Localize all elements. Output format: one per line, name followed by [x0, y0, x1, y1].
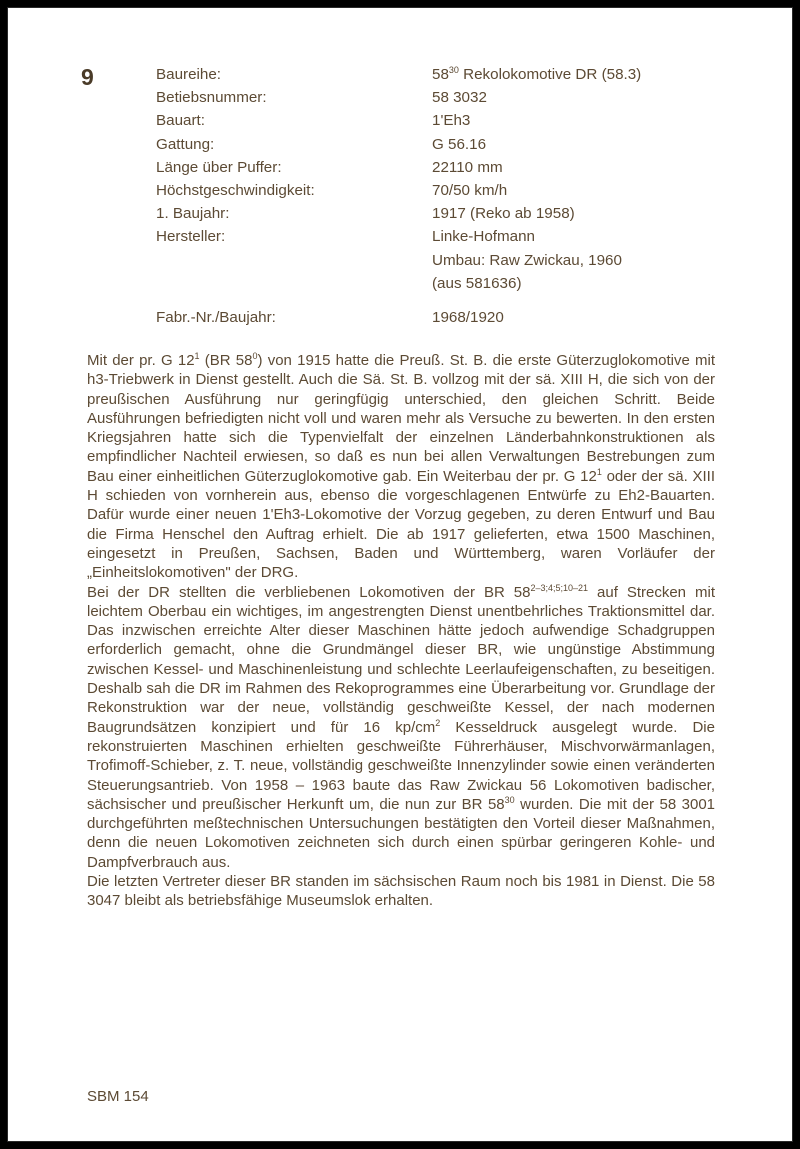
- spec-row-hersteller: [156, 225, 746, 248]
- spec-label: Länge über Puffer:: [156, 158, 282, 176]
- spec-value: 22110 mm: [432, 158, 503, 176]
- spec-row-umbau: [156, 249, 746, 272]
- text-run: wurden. Die mit der 58 3001 durchgeführten meßtechnischen Untersuchungen bestätigten den Vorteil dieser Maßnahmen, denn die neuen Lokomotiven zeichneten sich durch einen spürbar geringeren Kohle- und Dampfverbrauch aus.: [87, 795, 715, 871]
- text-run: (BR 58: [199, 352, 253, 369]
- superscript: 30: [504, 794, 515, 805]
- spec-label: [156, 249, 432, 272]
- spec-value: [432, 63, 746, 86]
- spec-label: Bauart:: [156, 112, 205, 130]
- spec-label: Fabr.-Nr./Baujahr:: [156, 309, 276, 327]
- spec-row-gattung: [156, 133, 746, 156]
- text-run: Bei der DR stellten die verbliebenen Lokomotiven der BR 58: [87, 583, 531, 601]
- series-code: SBM 154: [87, 1088, 149, 1105]
- spec-row-bauart: [156, 109, 746, 132]
- text-run: Kesseldruck ausgelegt wurde. Die rekonstruierten Maschinen erhielten geschweißte Führerhäuser, Mischvorwärmanlagen, Trofimoff-Schieber, z. T. neue, vollständig geschweißte Innenzylinder sowie einen veränderten Steuerungsantrieb. Von 1958 – 1963 baute das Raw Zwickau 56 Lokomotiven badischer, sächsischer und preußischer Herkunft um, die nun zur BR 58: [87, 718, 715, 813]
- spec-label: Höchstgeschwindigkeit:: [156, 182, 315, 200]
- spec-value-part: Rekolokomotive DR (58.3): [458, 66, 642, 83]
- spec-label: 1. Baujahr:: [156, 205, 230, 223]
- spec-value: G 56.16: [432, 135, 487, 153]
- superscript: 2: [435, 717, 441, 728]
- description-text: [87, 351, 715, 911]
- spec-value: 58 3032: [432, 89, 487, 107]
- text-run: ) von 1915 hatte die Preuß. St. B. die erste Güterzuglokomotive mit h3-Triebwerk in Dienst gestellt. Auch die Sä. St. B. vollzog mit der sä. XIII H, die sich von der preußischen Ausführung nur geringfügig unterschied, den gleichen Schritt. Beide Ausführungen befriedigten nicht voll und waren mehr als Versuche zu bewerten. In den ersten Kriegsjahren hatte sich die Typenvielfalt der einzelnen Länderbahnkonstruktionen als empfindlicher Nachteil erwiesen, so daß es nun bei allen Verwaltungen Bestrebungen zum Bau einer einheitlichen Güterzuglokomotive gab. Ein Weiterbau der pr. G 12: [87, 352, 716, 485]
- superscript: 1: [194, 351, 200, 361]
- spec-row-fabrnr: [156, 306, 746, 329]
- spec-value: 1'Eh3: [432, 112, 471, 130]
- spec-label: Gattung:: [156, 135, 215, 153]
- spec-value: Linke-Hofmann: [432, 228, 535, 246]
- paragraph-reconstruction: [87, 583, 715, 872]
- superscript: 0: [252, 351, 258, 361]
- spec-label: Hersteller:: [156, 228, 226, 246]
- spec-row-baujahr: [156, 202, 746, 225]
- spec-table: [156, 63, 746, 329]
- spec-value: 1917 (Reko ab 1958): [432, 205, 575, 223]
- superscript: 1: [596, 466, 602, 477]
- spec-label: Baureihe:: [156, 66, 222, 83]
- spec-row-baureihe: [156, 63, 746, 86]
- card-number: 9: [81, 64, 94, 90]
- spec-value: 1968/1920: [432, 309, 504, 327]
- spec-row-betriebsnummer: [156, 86, 746, 109]
- spec-label: [156, 272, 432, 295]
- text-run: Mit der pr. G 12: [87, 352, 195, 369]
- spec-label: Betiebsnummer:: [156, 89, 267, 107]
- spec-row-laenge: [156, 156, 746, 179]
- text-run: auf Strecken mit leichtem Oberbau ein wichtiges, im angestrengten Dienst unentbehrliches Traktionsmittel dar. Das inzwischen erreichte Alter dieser Maschinen hätte jedoch aufwendige Schadgruppen erforderlich gemacht, ohne die Grundmängel dieser BR, wie ungünstige Abstimmung zwischen Kessel- und Maschinenleistung und schlechte Leerlaufeigenschaften, zu beseitigen. Deshalb sah die DR im Rahmen des Rekoprogrammes eine Überarbeitung vor. Grundlage der Rekonstruktion war der neue, vollständig geschweißte Kessel, der nach modernen Baugrundsätzen konzipiert und für 16 kp/cm: [87, 583, 715, 736]
- text-run: oder der sä. XIII H schieden von vornherein aus, ebenso die vorgeschlagenen Entwürfe zu Eh2-Bauarten. Dafür wurde einer neuen 1'Eh3-Lokomotive der Vorzug gegeben, zu deren Entwurf und Bau die Firma Henschel den Auftrag erhielt. Die ab 1917 gelieferten, etwa 1500 Maschinen, eingesetzt in Preußen, Sachsen, Baden und Württemberg, waren Vorläufer der „Einheitslokomotiven" der DRG.: [87, 467, 716, 582]
- spec-value-superscript: 30: [448, 65, 459, 75]
- spec-row-herkunft: [156, 272, 746, 295]
- spec-value-part: 58: [432, 66, 449, 83]
- locomotive-card: [7, 7, 793, 1142]
- superscript: 2–3;4;5;10–21: [530, 582, 589, 593]
- spec-value: (aus 581636): [432, 274, 522, 292]
- spec-value: 70/50 km/h: [432, 182, 508, 200]
- paragraph-museum: Die letzten Vertreter dieser BR standen im sächsischen Raum noch bis 1981 in Dienst. Die 58 3047 bleibt als betriebsfähige Museumslok erhalten.: [87, 873, 715, 910]
- spec-row-geschwindigkeit: [156, 179, 746, 202]
- paragraph-history: [87, 351, 715, 583]
- spec-value: Umbau: Raw Zwickau, 1960: [432, 251, 622, 269]
